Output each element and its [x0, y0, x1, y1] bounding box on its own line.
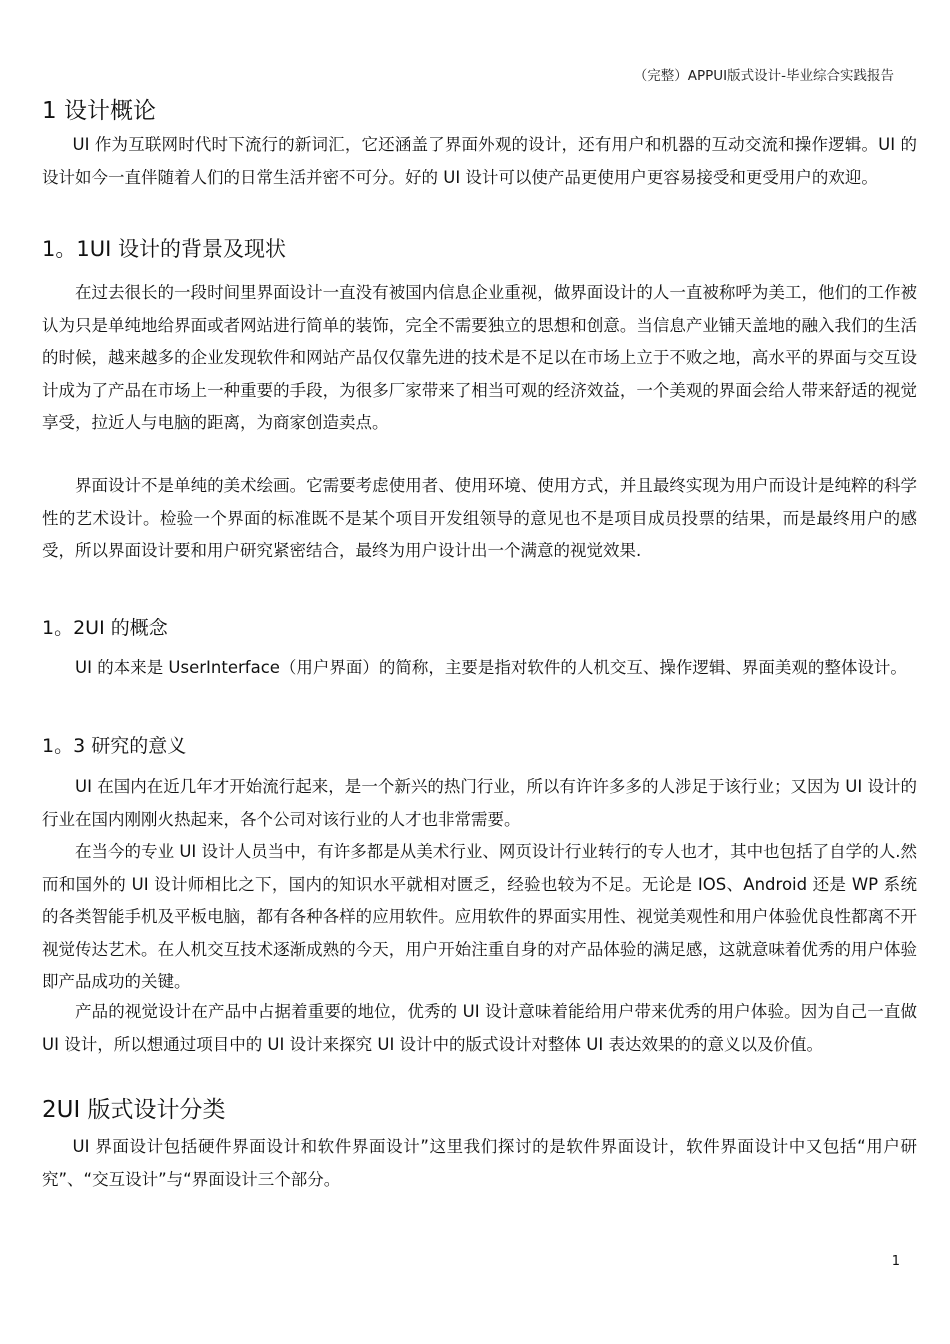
section-1-1-title: 1。1UI 设计的背景及现状	[42, 237, 286, 261]
section-1-3-paragraph-1: UI 在国内在近几年才开始流行起来，是一个新兴的热门行业，所以有许许多多的人涉足于该行业；又因为 UI 设计的行业在国内刚刚火热起来，各个公司对该行业的人才也非常需要。	[42, 777, 917, 829]
section-2-title: 2UI 版式设计分类	[42, 1097, 226, 1123]
running-header: （完整）APPUI版式设计-毕业综合实践报告	[633, 68, 894, 84]
section-1-title: 1 设计概论	[42, 98, 156, 124]
page-number: 1	[891, 1254, 900, 1269]
section-1-3-paragraph-3: 产品的视觉设计在产品中占据着重要的地位，优秀的 UI 设计意味着能给用户带来优秀的用户体验。因为自己一直做 UI 设计，所以想通过项目中的 UI 设计来探究 UI 设计中的版式设计对整体 UI 表达效果的的意义以及价值。	[42, 1002, 917, 1054]
section-1-2-title: 1。2UI 的概念	[42, 617, 168, 639]
section-1-1-paragraph-1: 在过去很长的一段时间里界面设计一直没有被国内信息企业重视，做界面设计的人一直被称呼为美工，他们的工作被认为只是单纯地给界面或者网站进行简单的装饰，完全不需要独立的思想和创意。当信息产业铺天盖地的融入我们的生活的时候，越来越多的企业发现软件和网站产品仅仅靠先进的技术是不足以在市场上立于不败之地，高水平的界面与交互设计成为了产品在市场上一种重要的手段，为很多厂家带来了相当可观的经济效益，一个美观的界面会给人带来舒适的视觉享受，拉近人与电脑的距离，为商家创造卖点。	[42, 283, 917, 432]
section-1-3-paragraph-2: 在当今的专业 UI 设计人员当中，有许多都是从美术行业、网页设计行业转行的专人也才，其中也包括了自学的人.然而和国外的 UI 设计师相比之下，国内的知识水平就相对匮乏，经验也较为不足。无论是 IOS、Android 还是 WP 系统的各类智能手机及平板电脑，都有各种各样的应用软件。应用软件的界面实用性、视觉美观性和用户体验优良性都离不开视觉传达艺术。在人机交互技术逐渐成熟的今天，用户开始注重自身的对产品体验的满足感，这就意味着优秀的用户体验即产品成功的关键。	[42, 842, 917, 991]
section-1-paragraph: UI 作为互联网时代时下流行的新词汇，它还涵盖了界面外观的设计，还有用户和机器的互动交流和操作逻辑。UI 的设计如今一直伴随着人们的日常生活并密不可分。好的 UI 设计可以使产品更使用户更容易接受和更受用户的欢迎。	[42, 135, 917, 187]
section-1-3-title: 1。3 研究的意义	[42, 735, 187, 757]
section-1-2-paragraph: UI 的本来是 UserInterface（用户界面）的简称，主要是指对软件的人机交互、操作逻辑、界面美观的整体设计。	[75, 658, 907, 677]
section-1-1-paragraph-2: 界面设计不是单纯的美术绘画。它需要考虑使用者、使用环境、使用方式，并且最终实现为用户而设计是纯粹的科学性的艺术设计。检验一个界面的标准既不是某个项目开发组领导的意见也不是项目成员投票的结果，而是最终用户的感受，所以界面设计要和用户研究紧密结合，最终为用户设计出一个满意的视觉效果.	[42, 476, 917, 560]
section-2-paragraph: UI 界面设计包括硬件界面设计和软件界面设计”这里我们探讨的是软件界面设计，软件界面设计中又包括“用户研究”、“交互设计”与“界面设计三个部分。	[42, 1137, 917, 1189]
